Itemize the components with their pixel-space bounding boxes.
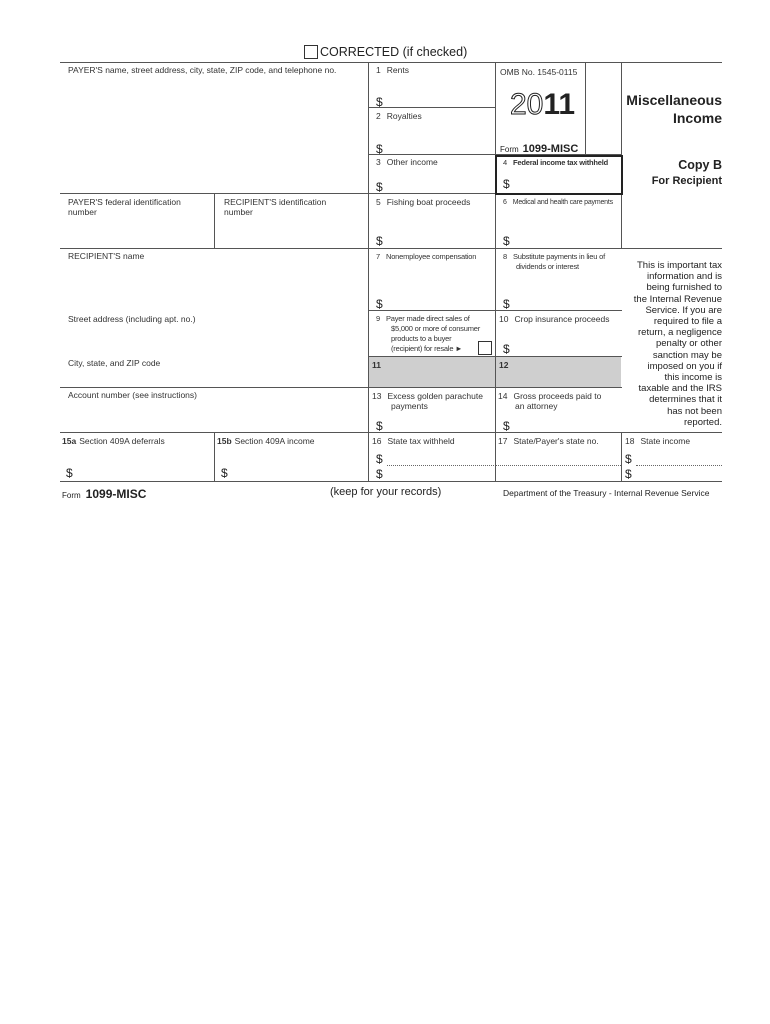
form-title-2: Income	[672, 110, 722, 126]
box5-dollar: $	[376, 234, 383, 248]
box15-divider	[214, 432, 215, 482]
box16-label: 16 State tax withheld	[372, 436, 455, 446]
form-left-border	[368, 62, 369, 482]
payer-id-divider	[214, 193, 215, 248]
footer-keep-note: (keep for your records)	[330, 486, 442, 498]
box3-dollar: $	[376, 180, 383, 194]
box16-dollar-1: $	[376, 452, 383, 466]
recipient-name-label: RECIPIENT'S name	[68, 251, 145, 261]
box16-dollar-2: $	[376, 467, 383, 481]
form-title-1: Miscellaneous	[626, 92, 722, 108]
notice-line: required to file a	[653, 316, 722, 328]
notice-line: this income is	[664, 372, 722, 384]
box2-label: 2 Royalties	[376, 111, 422, 121]
account-number-label: Account number (see instructions)	[68, 390, 197, 400]
box11-shade	[369, 357, 495, 387]
notice-line: penalty or other	[655, 338, 722, 350]
box5-label: 5 Fishing boat proceeds	[376, 197, 471, 207]
box7-label: 7 Nonemployee compensation	[376, 252, 477, 261]
city-state-zip-label: City, state, and ZIP code	[68, 358, 161, 368]
form-bottom-border	[60, 481, 722, 482]
box14-label: 14 Gross proceeds paid to	[498, 391, 602, 401]
line-row11-bottom	[60, 387, 622, 388]
notice-line: taxable and the IRS	[638, 383, 722, 395]
footer-form-id: Form 1099-MISC	[62, 487, 147, 501]
box6-label: 6 Medical and health care payments	[503, 199, 613, 206]
box4-dollar: $	[503, 177, 510, 191]
box8-dollar: $	[503, 297, 510, 311]
box7-dollar: $	[376, 297, 383, 311]
tax-year: 2011	[510, 88, 576, 121]
notice-line: This is important tax	[637, 260, 722, 271]
corrected-checkbox[interactable]	[304, 45, 318, 59]
footer-department: Department of the Treasury - Internal Revenue Service	[503, 488, 710, 498]
box3-label: 3 Other income	[376, 157, 438, 167]
box15a-dollar: $	[66, 466, 73, 480]
payer-name-label: PAYER'S name, street address, city, state, ZIP code, and telephone no.	[68, 65, 337, 75]
box14-label-2: an attorney	[515, 401, 558, 411]
notice-line: Service. If you are	[645, 304, 722, 316]
box15b-dollar: $	[221, 466, 228, 480]
box1-dollar: $	[376, 95, 383, 109]
box11-label: 11	[372, 360, 381, 370]
recipient-id-label: RECIPIENT'S identification	[224, 197, 327, 207]
important-notice	[622, 260, 722, 428]
box9-label: 9 Payer made direct sales of	[376, 314, 470, 323]
payer-fed-id-label-2: number	[68, 207, 97, 217]
form-top-border	[60, 62, 722, 63]
notice-line: sanction may be	[652, 349, 722, 361]
form-id-top: Form 1099-MISC	[500, 143, 579, 155]
box12-shade	[496, 357, 621, 387]
box12-label: 12	[499, 360, 509, 370]
notice-line: determines that it	[649, 394, 722, 406]
box13-label-2: payments	[391, 401, 428, 411]
box15b-label: 15b Section 409A income	[217, 436, 315, 446]
box9-checkbox[interactable]	[478, 341, 492, 355]
box16-divider	[387, 465, 494, 466]
box13-label: 13 Excess golden parachute	[372, 391, 483, 401]
box9-label-2: $5,000 or more of consumer	[391, 324, 481, 333]
box17-divider	[496, 465, 621, 466]
box18-dollar-1: $	[625, 452, 632, 466]
box13-dollar: $	[376, 419, 383, 433]
box18-dollar-2: $	[625, 467, 632, 481]
notice-line: imposed on you if	[647, 360, 722, 372]
notice-line: the Internal Revenue	[633, 293, 722, 305]
box17-label: 17 State/Payer's state no.	[498, 436, 599, 446]
box18-label: 18 State income	[625, 436, 691, 446]
line-box1-bottom	[368, 107, 495, 108]
notice-line: has not been	[667, 405, 722, 417]
street-address-label: Street address (including apt. no.)	[68, 314, 196, 324]
box8-label: 8 Substitute payments in lieu of	[503, 252, 605, 261]
for-recipient-label: For Recipient	[651, 175, 722, 187]
box9-label-3: products to a buyer	[391, 334, 452, 343]
box10-dollar: $	[503, 342, 510, 356]
box1-label: 1 Rents	[376, 65, 409, 75]
corrected-label: CORRECTED (if checked)	[320, 45, 468, 59]
box10-label: 10 Crop insurance proceeds	[499, 314, 610, 324]
notice-line: being furnished to	[646, 282, 722, 294]
box14-dollar: $	[503, 419, 510, 433]
payer-fed-id-label: PAYER'S federal identification	[68, 197, 181, 207]
box2-dollar: $	[376, 142, 383, 156]
box18-divider	[636, 465, 722, 466]
notice-line: return, a negligence	[638, 327, 722, 339]
line-row5-bottom	[60, 248, 722, 249]
box15a-label: 15a Section 409A deferrals	[62, 436, 165, 446]
box4-label: 4 Federal income tax withheld	[503, 158, 609, 167]
line-row7-bottom	[368, 310, 622, 311]
box8-label-2: dividends or interest	[516, 262, 579, 271]
notice-line: information and is	[647, 271, 722, 283]
recipient-id-label-2: number	[224, 207, 253, 217]
line-payer-bottom	[60, 193, 368, 194]
box9-label-4: (recipient) for resale ►	[391, 344, 463, 353]
omb-number: OMB No. 1545-0115	[500, 67, 578, 77]
notice-line: reported.	[683, 416, 722, 428]
line-row13-bottom	[60, 432, 722, 433]
copy-label: Copy B	[678, 158, 722, 172]
omb-right-border	[585, 62, 586, 154]
col-divider-2	[495, 62, 496, 482]
col-divider-3b	[621, 432, 622, 482]
box6-dollar: $	[503, 234, 510, 248]
